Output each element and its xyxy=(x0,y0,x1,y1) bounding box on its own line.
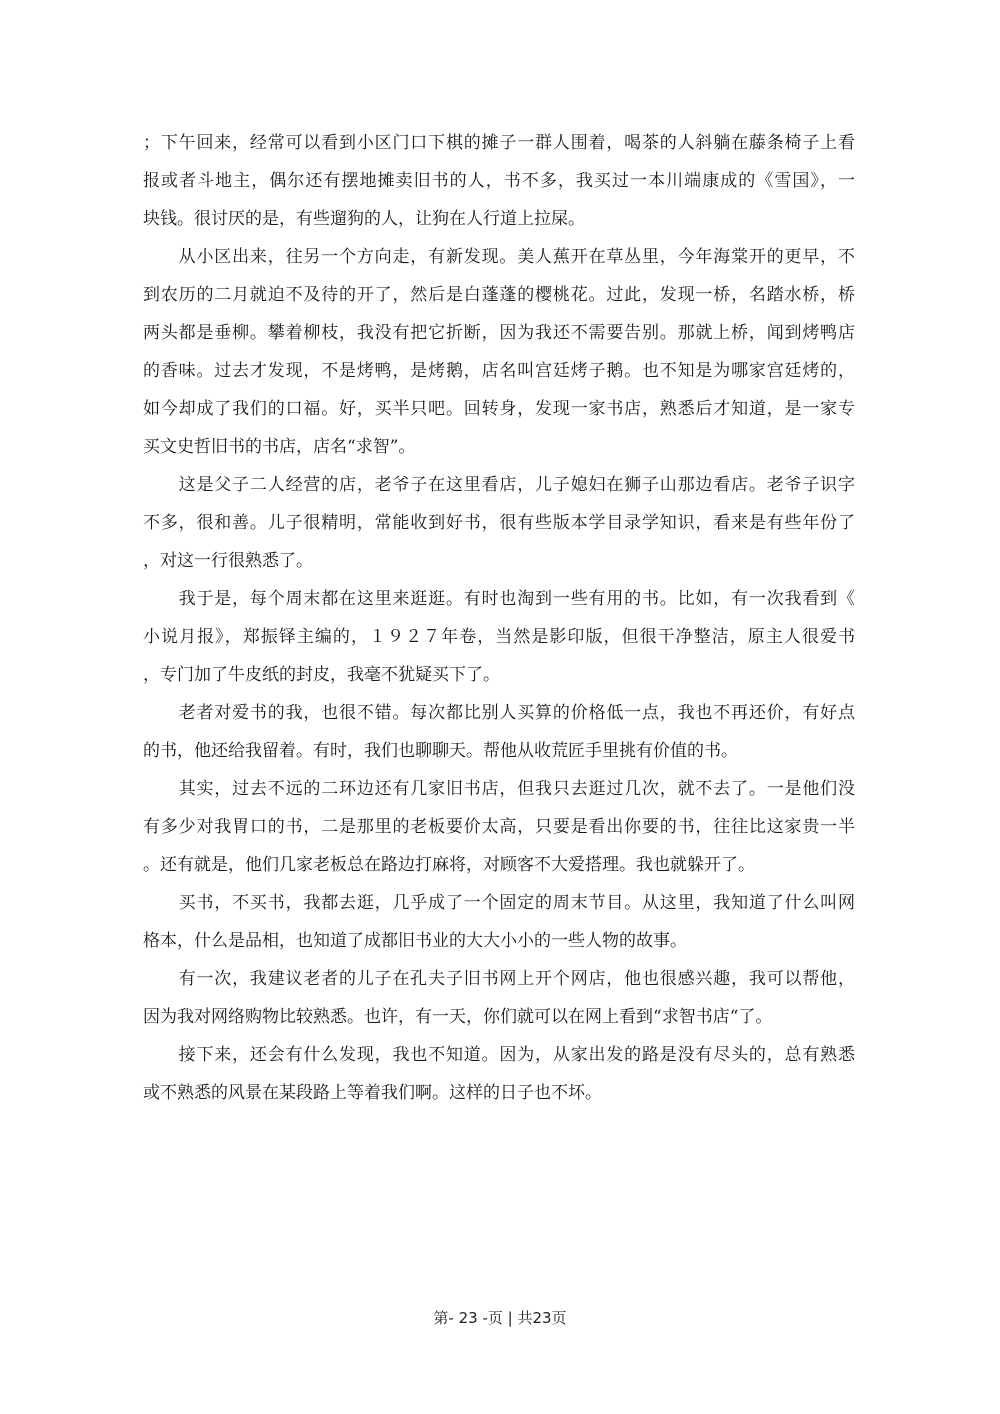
text-line: 从小区出来，往另一个方向走，有新发现。美人蕉开在草丛里，今年海棠开的更早，不 xyxy=(143,247,855,267)
text-line: 有一次，我建议老者的儿子在孔夫子旧书网上开个网店，他也很感兴趣，我可以帮他， xyxy=(143,969,855,989)
text-line: 其实，过去不远的二环边还有几家旧书店，但我只去逛过几次，就不去了。一是他们没 xyxy=(143,779,855,799)
text-line: 老者对爱书的我，也很不错。每次都比别人买算的价格低一点，我也不再还价，有好点 xyxy=(143,703,855,723)
text-line: 报或者斗地主，偶尔还有摆地摊卖旧书的人，书不多，我买过一本川端康成的《雪国》，一 xyxy=(143,171,855,191)
text-line: 有多少对我胃口的书，二是那里的老板要价太高，只要是看出你要的书，往往比这家贵一半 xyxy=(143,817,855,837)
text-line: 两头都是垂柳。攀着柳枝，我没有把它折断，因为我还不需要告别。那就上桥，闻到烤鸭店 xyxy=(143,323,855,343)
article-body xyxy=(143,124,855,1112)
text-line: 小说月报》，郑振铎主编的，１９２７年卷，当然是影印版，但很干净整洁，原主人很爱书 xyxy=(143,627,855,647)
text-line: 我于是，每个周末都在这里来逛逛。有时也淘到一些有用的书。比如，有一次我看到《 xyxy=(143,589,855,609)
text-line: 买书，不买书，我都去逛，几乎成了一个固定的周末节目。从这里，我知道了什么叫网 xyxy=(143,893,855,913)
page-footer: 第- 23 -页 | 共23页 xyxy=(433,1309,567,1327)
text-line: 买文史哲旧书的书店，店名“求智”。 xyxy=(143,437,416,457)
text-line: 格本，什么是品相，也知道了成都旧书业的大大小小的一些人物的故事。 xyxy=(143,931,687,951)
text-line: 的书，他还给我留着。有时，我们也聊聊天。帮他从收荒匠手里挑有价值的书。 xyxy=(143,741,738,761)
text-line: ；下午回来，经常可以看到小区门口下棋的摊子一群人围着，喝茶的人斜躺在藤条椅子上看 xyxy=(143,133,855,153)
text-line: ，对这一行很熟悉了。 xyxy=(143,551,313,571)
text-line: 如今却成了我们的口福。好，买半只吧。回转身，发现一家书店，熟悉后才知道，是一家专 xyxy=(143,399,855,419)
text-line: 。还有就是，他们几家老板总在路边打麻将，对顾客不大爱搭理。我也就躲开了。 xyxy=(143,855,755,875)
text-line: 块钱。很讨厌的是，有些遛狗的人，让狗在人行道上拉屎。 xyxy=(143,209,585,229)
text-line: 因为我对网络购物比较熟悉。也许，有一天，你们就可以在网上看到“求智书店“了。 xyxy=(143,1007,773,1027)
text-line: 接下来，还会有什么发现，我也不知道。因为，从家出发的路是没有尽头的，总有熟悉 xyxy=(143,1045,855,1065)
text-line: 这是父子二人经营的店，老爷子在这里看店，儿子媳妇在狮子山那边看店。老爷子识字 xyxy=(143,475,855,495)
text-line: ，专门加了牛皮纸的封皮，我毫不犹疑买下了。 xyxy=(143,665,500,685)
text-line: 不多，很和善。儿子很精明，常能收到好书，很有些版本学目录学知识，看来是有些年份了 xyxy=(143,513,855,533)
text-line: 或不熟悉的风景在某段路上等着我们啊。这样的日子也不坏。 xyxy=(143,1083,602,1103)
text-line: 的香味。过去才发现，不是烤鸭，是烤鹅，店名叫宫廷烤子鹅。也不知是为哪家宫廷烤的， xyxy=(143,361,855,381)
text-line: 到农历的二月就迫不及待的开了，然后是白蓬蓬的樱桃花。过此，发现一桥，名踏水桥，桥 xyxy=(143,285,855,305)
